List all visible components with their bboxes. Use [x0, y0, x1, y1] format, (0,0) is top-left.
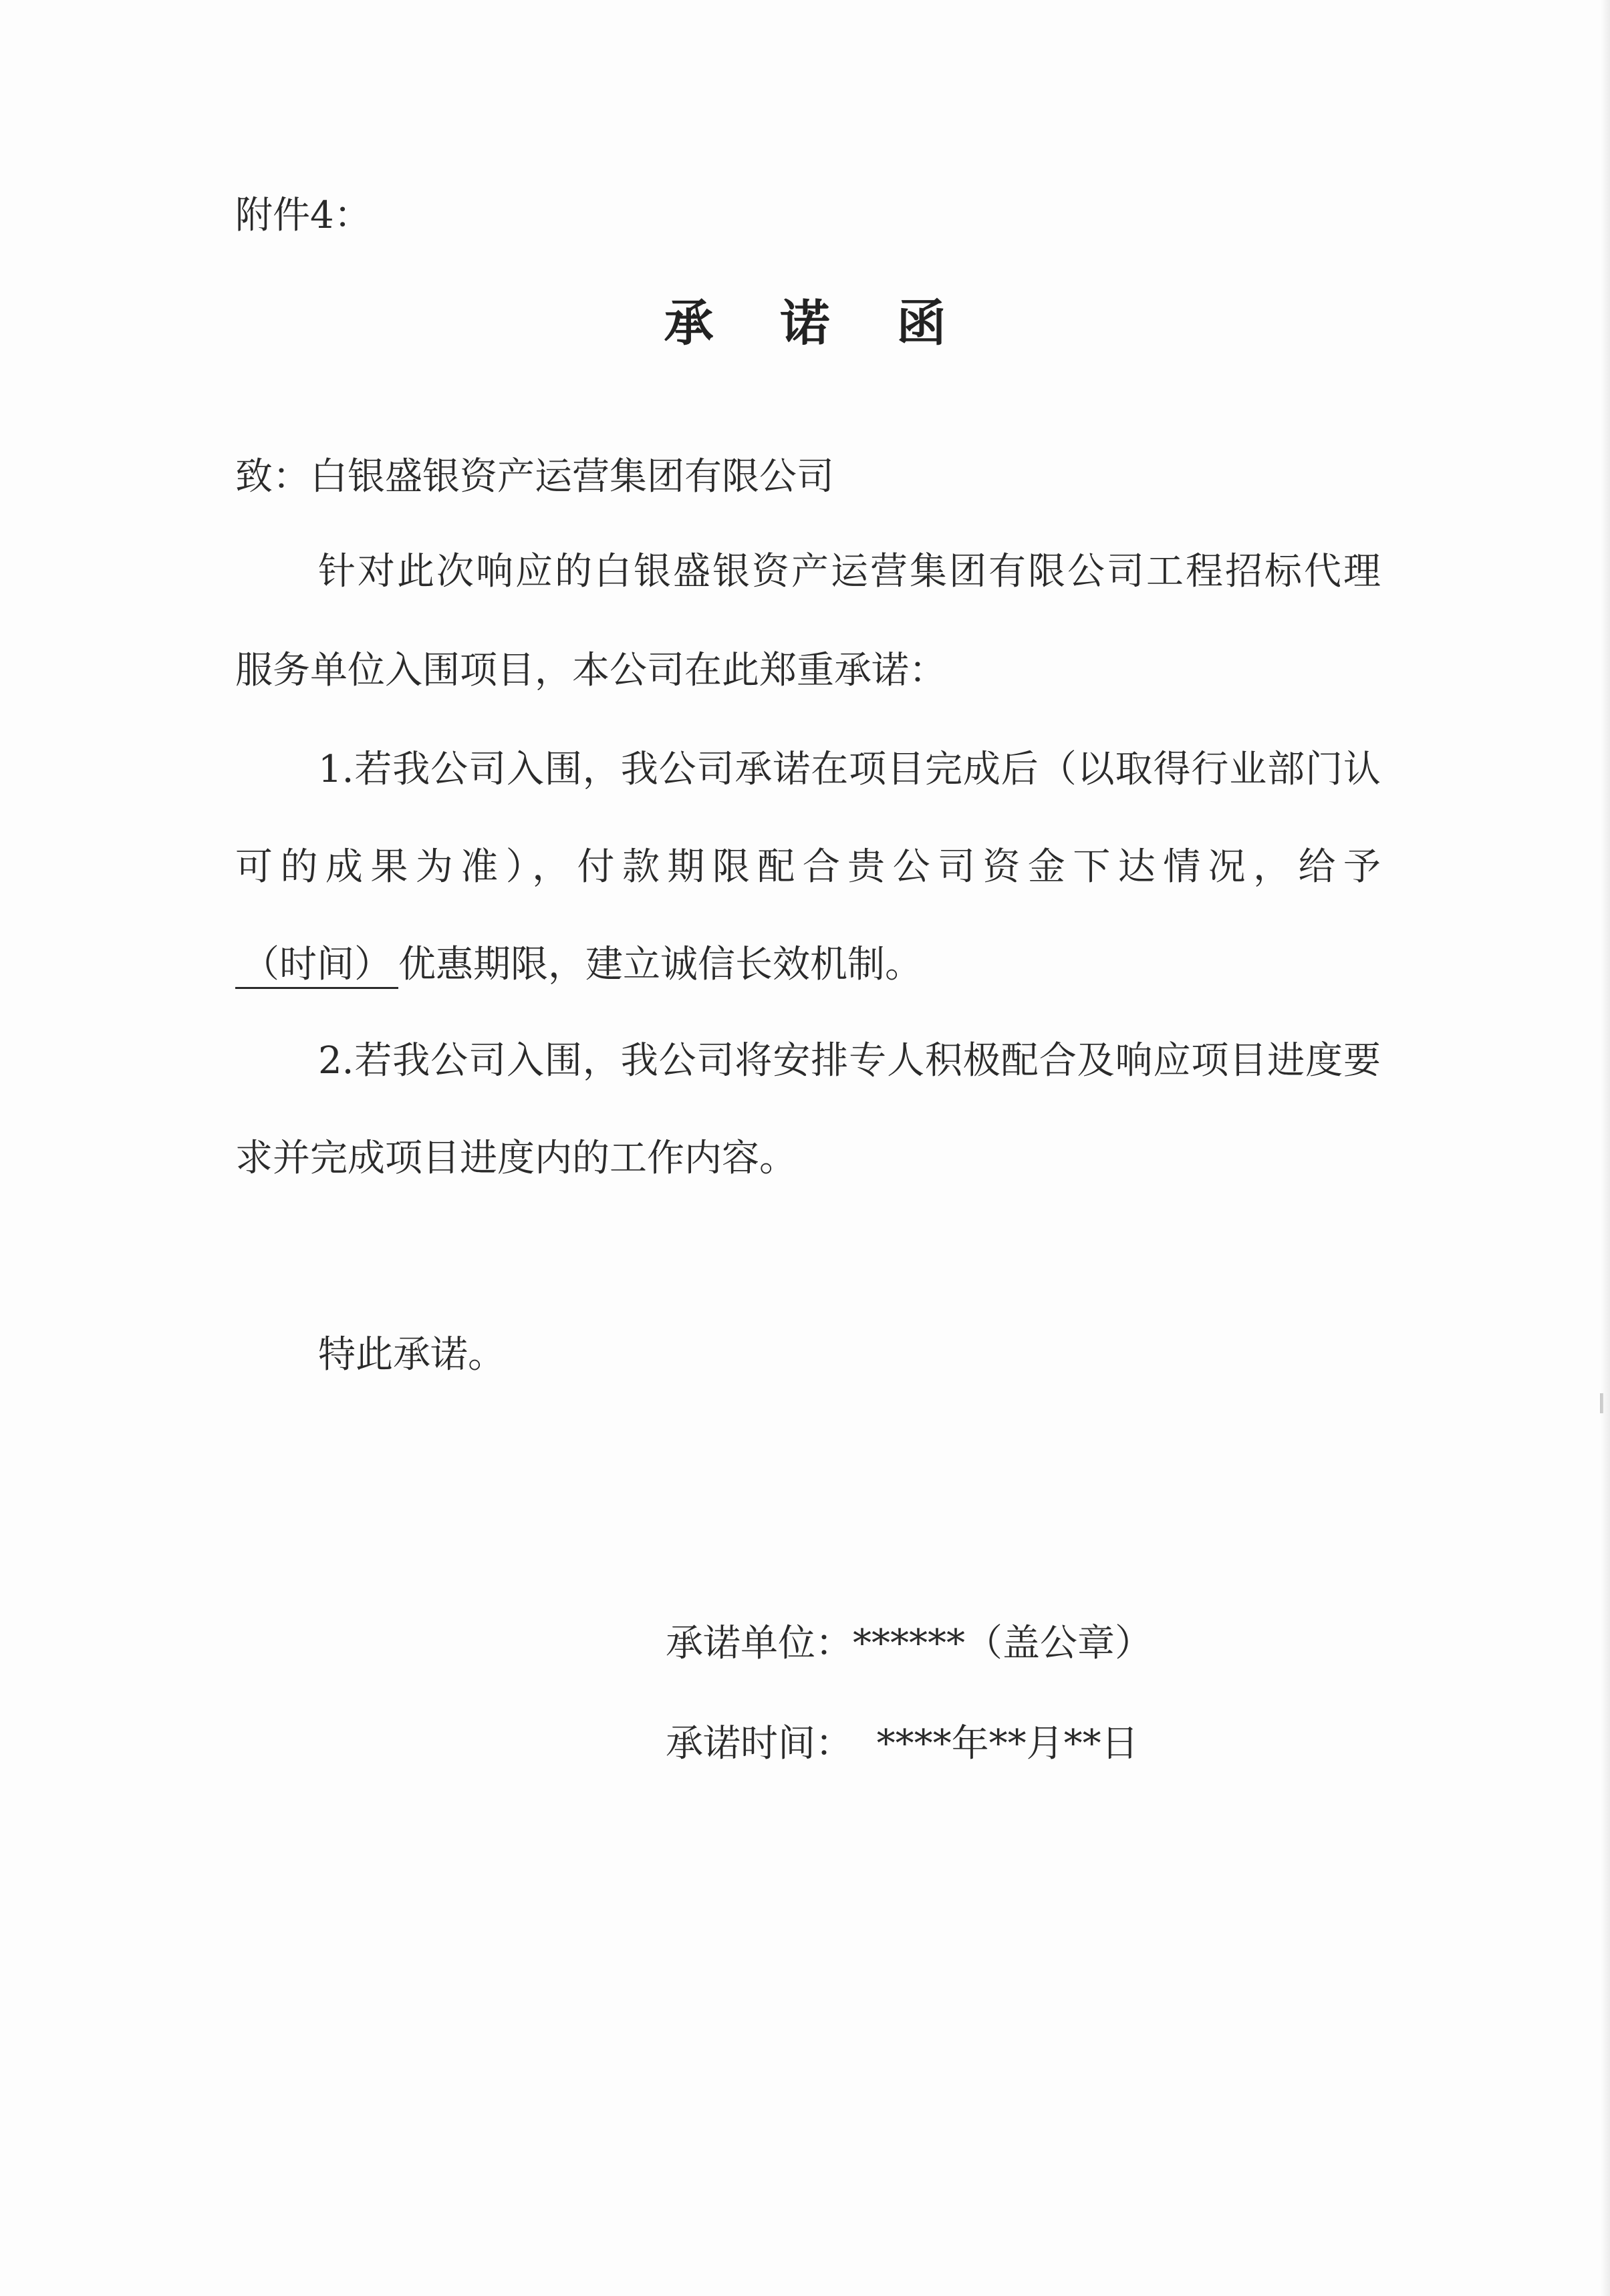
item2-line-2: 求并完成项目进度内的工作内容。 [235, 1137, 797, 1180]
document-title: 承诺函 [664, 295, 1013, 352]
attachment-label: 附件4： [235, 194, 372, 237]
recipient-line: 致：白银盛银资产运营集团有限公司 [235, 455, 834, 498]
item1-line-1: 1.若我公司入围，我公司承诺在项目完成后（以取得行业部门认 [318, 748, 1381, 791]
item1-line-2: 可的成果为准），付款期限配合贵公司资金下达情况，给予 [235, 845, 1381, 889]
intro-line-2: 服务单位入围项目，本公司在此郑重承诺： [235, 649, 946, 692]
item1-line-3 [235, 941, 922, 989]
closing-statement: 特此承诺。 [318, 1333, 505, 1377]
time-blank-field: （时间） [235, 943, 398, 989]
signature-unit-line: 承诺单位：******（盖公章） [666, 1622, 1152, 1665]
signature-date-line: 承诺时间： ****年**月**日 [666, 1722, 1139, 1765]
item2-line-1: 2.若我公司入围，我公司将安排专人积极配合及响应项目进度要 [318, 1039, 1381, 1083]
intro-line-1: 针对此次响应的白银盛银资产运营集团有限公司工程招标代理 [318, 550, 1381, 593]
page-edge-shadow [1601, 0, 1610, 2296]
item1-line-3-text: 优惠期限，建立诚信长效机制。 [398, 943, 922, 986]
